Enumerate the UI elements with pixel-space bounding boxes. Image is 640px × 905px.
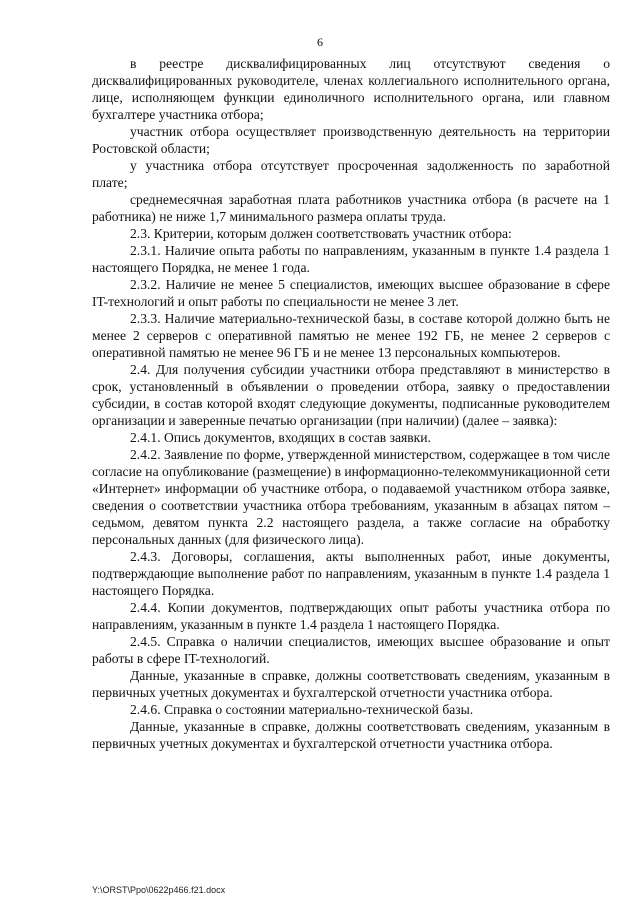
paragraph-2-4-2: 2.4.2. Заявление по форме, утвержденной министерством, содержащее в том числе согласие на опубликование (размещение) в информационно-телекоммуникационной сети «Интернет» информации об участнике отбора, о подаваемой участником отбора заявке, сведения о соответствии участника отбора требованиям, указанным в абзацах пятом – седьмом, девятом пункта 2.2 настоящего раздела, а также согласие на обработку персональных данных (для физического лица). bbox=[92, 447, 610, 547]
footer-file-path: Y:\ORST\Ppo\0622p466.f21.docx bbox=[92, 885, 226, 895]
paragraph-average-salary: среднемесячная заработная плата работников участника отбора (в расчете на 1 работника) не ниже 1,7 минимального размера оплаты труда. bbox=[92, 192, 610, 224]
paragraph-2-3-1: 2.3.1. Наличие опыта работы по направлениям, указанным в пункте 1.4 раздела 1 настоящего Порядка, не менее 1 года. bbox=[92, 243, 610, 275]
paragraph-2-4-5-data: Данные, указанные в справке, должны соответствовать сведениям, указанным в первичных учетных документах и бухгалтерской отчетности участника отбора. bbox=[92, 668, 610, 700]
paragraph-2-3-criteria: 2.3. Критерии, которым должен соответствовать участник отбора: bbox=[130, 226, 512, 241]
paragraph-2-4-6: 2.4.6. Справка о состоянии материально-технической базы. bbox=[130, 702, 474, 717]
paragraph-2-3-2: 2.3.2. Наличие не менее 5 специалистов, имеющих высшее образование в сфере IT-технологий и опыт работы по специальности не менее 3 лет. bbox=[92, 277, 610, 309]
paragraph-rostov-activity: участник отбора осуществляет производственную деятельность на территории Ростовской области; bbox=[92, 124, 610, 156]
paragraph-disqualified-registry: в реестре дисквалифицированных лиц отсутствуют сведения о дисквалифицированных руководителе, членах коллегиального исполнительного органа, лице, исполняющем функции единоличного исполнительного органа, или главном бухгалтере участника отбора; bbox=[92, 56, 610, 122]
paragraph-2-4-1: 2.4.1. Опись документов, входящих в состав заявки. bbox=[130, 430, 431, 445]
paragraph-2-4-5: 2.4.5. Справка о наличии специалистов, имеющих высшее образование и опыт работы в сфере IT-технологий. bbox=[92, 634, 610, 666]
page-number: 6 bbox=[317, 35, 323, 49]
paragraph-2-3-3: 2.3.3. Наличие материально-технической базы, в составе которой должно быть не менее 2 серверов с оперативной памятью не менее 192 ГБ, не менее 2 серверов с оперативной памятью не менее 96 ГБ и не менее 13 персональных компьютеров. bbox=[92, 311, 610, 360]
paragraph-no-wage-debt: у участника отбора отсутствует просроченная задолженность по заработной плате; bbox=[92, 158, 610, 190]
paragraph-2-4-3: 2.4.3. Договоры, соглашения, акты выполненных работ, иные документы, подтверждающие выполнение работ по направлениям, указанным в пункте 1.4 раздела 1 настоящего Порядка. bbox=[92, 549, 610, 598]
paragraph-2-4-4: 2.4.4. Копии документов, подтверждающих опыт работы участника отбора по направлениям, указанным в пункте 1.4 раздела 1 настоящего Порядка. bbox=[92, 600, 610, 632]
document-body bbox=[92, 55, 610, 752]
paragraph-2-4-6-data: Данные, указанные в справке, должны соответствовать сведениям, указанным в первичных учетных документах и бухгалтерской отчетности участника отбора. bbox=[92, 719, 610, 751]
paragraph-2-4: 2.4. Для получения субсидии участники отбора представляют в министерство в срок, установленный в объявлении о проведении отбора, заявку о предоставлении субсидии, в состав которой входят следующие документы, подписанные руководителем организации и заверенные печатью организации (при наличии) (далее – заявка): bbox=[92, 362, 610, 428]
